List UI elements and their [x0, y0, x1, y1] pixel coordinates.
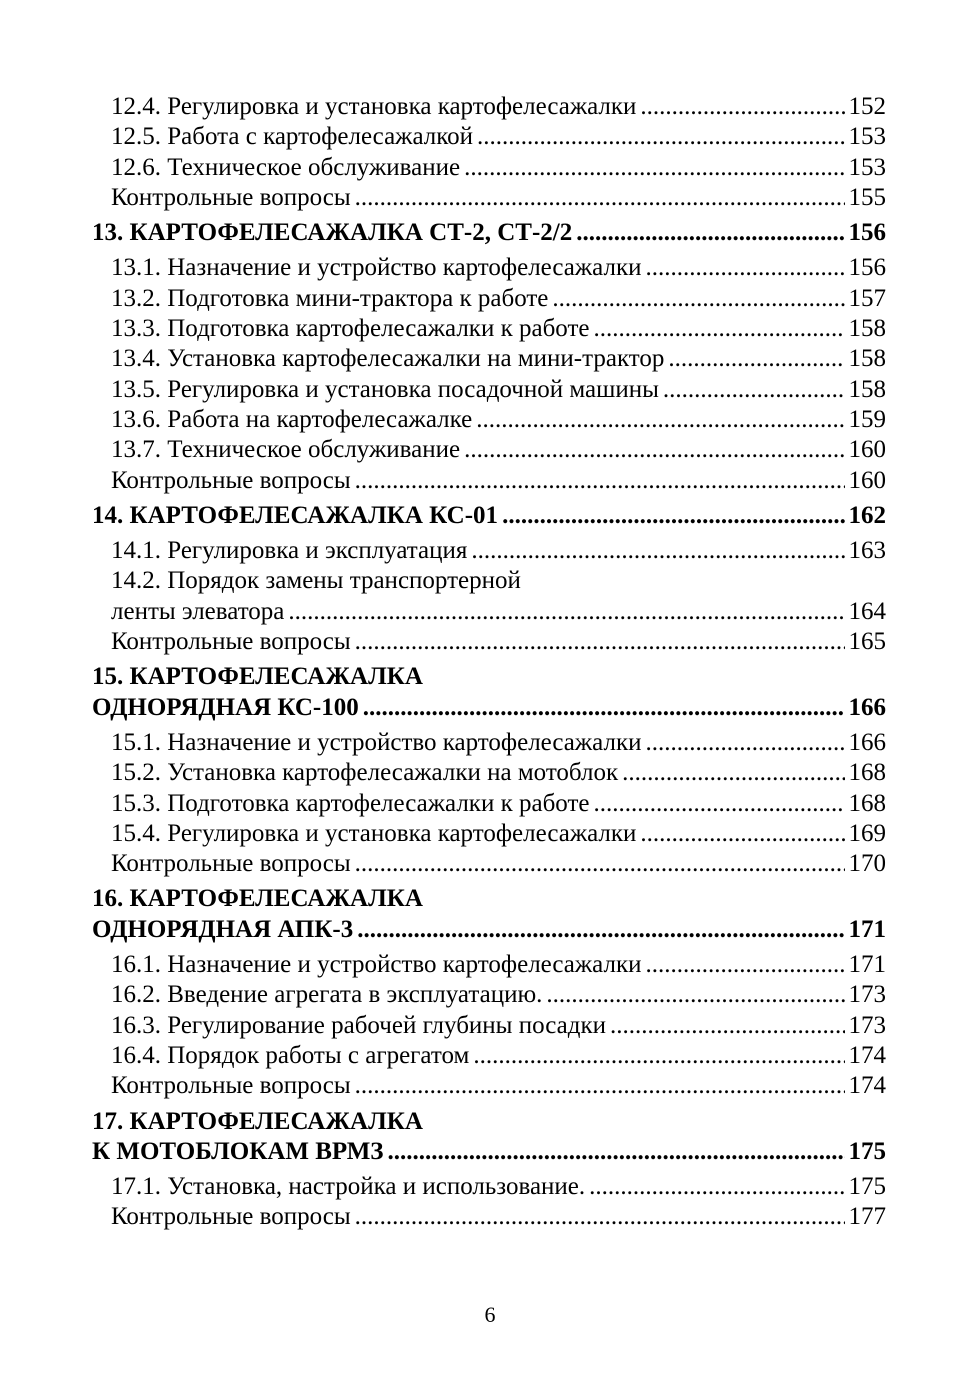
toc-entry-title: 17. КАРТОФЕЛЕСАЖАЛКА — [92, 1107, 423, 1135]
toc-entry-row[interactable] — [92, 566, 886, 596]
toc-entry-title: 16.3. Регулирование рабочей глубины посадки — [111, 1011, 606, 1039]
page-number: 6 — [484, 1302, 496, 1327]
dot-leader — [589, 1172, 844, 1202]
dot-leader — [645, 950, 844, 980]
toc-page-number: 171 — [848, 915, 886, 943]
toc-entry-title: 12.6. Техническое обслуживание — [111, 153, 461, 181]
toc-page-number: 158 — [848, 315, 886, 343]
dot-leader — [355, 1071, 845, 1101]
toc-entry-title: 12.5. Работа с картофелесажалкой — [111, 123, 473, 151]
toc-entry-row[interactable] — [92, 284, 886, 314]
toc-entry-title: К МОТОБЛОКАМ ВРМЗ — [92, 1137, 384, 1165]
toc-page-number: 153 — [848, 123, 886, 151]
toc-page-number: 168 — [848, 789, 886, 817]
toc-entry-title: Контрольные вопросы — [111, 183, 351, 211]
table-of-contents — [92, 92, 886, 1233]
dot-leader — [645, 253, 844, 283]
toc-entry-row[interactable] — [92, 1041, 886, 1071]
dot-leader — [593, 789, 844, 819]
toc-entry-row[interactable] — [92, 435, 886, 465]
toc-entry-title: 13.3. Подготовка картофелесажалки к работе — [111, 315, 590, 343]
toc-entry-row[interactable] — [92, 314, 886, 344]
dot-leader — [355, 466, 845, 496]
toc-entry-row[interactable] — [92, 758, 886, 788]
toc-entry-row[interactable] — [92, 849, 886, 879]
toc-entry-title: 15.2. Установка картофелесажалки на мотоблок — [111, 759, 619, 787]
toc-page-number: 163 — [848, 537, 886, 565]
toc-entry-title: 13.2. Подготовка мини-трактора к работе — [111, 284, 549, 312]
toc-entry-row[interactable] — [92, 253, 886, 283]
toc-entry-title: 16.2. Введение агрегата в эксплуатацию. — [111, 981, 543, 1009]
toc-page-number: 156 — [848, 219, 886, 247]
toc-page-number: 162 — [848, 501, 886, 529]
toc-page-number: 160 — [848, 466, 886, 494]
dot-leader — [668, 344, 844, 374]
toc-entry-title: 14.1. Регулировка и эксплуатация — [111, 537, 468, 565]
toc-entry-row[interactable] — [92, 183, 886, 213]
toc-entry-title: 13.7. Техническое обслуживание — [111, 436, 461, 464]
dot-leader — [288, 597, 844, 627]
toc-entry-title: 15.4. Регулировка и установка картофелесажалки — [111, 819, 637, 847]
toc-entry-row[interactable] — [92, 1172, 886, 1202]
toc-page-number: 159 — [848, 405, 886, 433]
toc-page-number: 169 — [848, 819, 886, 847]
toc-entry-row[interactable] — [92, 789, 886, 819]
toc-entry-title: Контрольные вопросы — [111, 466, 351, 494]
dot-leader — [552, 284, 844, 314]
toc-entry-row[interactable] — [92, 950, 886, 980]
toc-page-number: 164 — [848, 597, 886, 625]
toc-page-number: 174 — [848, 1041, 886, 1069]
toc-page-number: 160 — [848, 436, 886, 464]
dot-leader — [464, 435, 844, 465]
dot-leader — [464, 153, 844, 183]
toc-entry-row[interactable] — [92, 980, 886, 1010]
toc-entry-row[interactable] — [92, 536, 886, 566]
toc-page-number: 152 — [848, 93, 886, 120]
toc-entry-title: Контрольные вопросы — [111, 1203, 351, 1231]
toc-entry-title: ленты элеватора — [111, 597, 285, 625]
toc-page-number: 168 — [848, 759, 886, 787]
toc-entry-title: 12.4. Регулировка и установка картофелесажалки — [111, 93, 637, 120]
dot-leader — [610, 1011, 845, 1041]
dot-leader — [502, 501, 844, 531]
toc-entry-row[interactable] — [92, 122, 886, 152]
dot-leader — [473, 1041, 844, 1071]
toc-entry-row[interactable] — [92, 344, 886, 374]
toc-entry-title: 14. КАРТОФЕЛЕСАЖАЛКА КС-01 — [92, 501, 499, 529]
dot-leader — [355, 849, 845, 879]
dot-leader — [593, 314, 844, 344]
toc-entry-row[interactable] — [92, 728, 886, 758]
toc-entry-row[interactable] — [92, 1202, 886, 1232]
toc-entry-row[interactable] — [92, 92, 886, 122]
toc-page-number: 156 — [848, 254, 886, 282]
toc-page-number: 173 — [848, 1011, 886, 1039]
dot-leader — [645, 728, 844, 758]
dot-leader — [622, 758, 844, 788]
toc-entry-row[interactable] — [92, 627, 886, 657]
toc-entry-row[interactable] — [92, 1071, 886, 1101]
toc-entry-title: 13.5. Регулировка и установка посадочной машины — [111, 375, 659, 403]
toc-chapter-row[interactable] — [92, 1137, 886, 1167]
toc-page-number: 153 — [848, 153, 886, 181]
toc-entry-row[interactable] — [92, 597, 886, 627]
dot-leader — [640, 92, 844, 122]
toc-entry-title: 13.6. Работа на картофелесажалке — [111, 405, 473, 433]
toc-chapter-row[interactable] — [92, 501, 886, 531]
toc-page-number: 175 — [848, 1137, 886, 1165]
toc-page-number: 155 — [848, 183, 886, 211]
toc-entry-title: 16.4. Порядок работы с агрегатом — [111, 1041, 470, 1069]
dot-leader — [476, 405, 844, 435]
toc-page-number: 171 — [848, 951, 886, 979]
toc-page-number: 174 — [848, 1072, 886, 1100]
dot-leader — [363, 693, 845, 723]
toc-entry-title: ОДНОРЯДНАЯ АПК-3 — [92, 915, 354, 943]
toc-page-number: 175 — [848, 1173, 886, 1201]
toc-entry-title: 15.3. Подготовка картофелесажалки к работе — [111, 789, 590, 817]
toc-entry-title: 13.4. Установка картофелесажалки на мини-трактор — [111, 345, 665, 373]
toc-entry-title: 16. КАРТОФЕЛЕСАЖАЛКА — [92, 885, 423, 913]
toc-entry-title: Контрольные вопросы — [111, 1072, 351, 1100]
toc-chapter-row[interactable] — [92, 915, 886, 945]
dot-leader — [477, 122, 845, 152]
toc-entry-row[interactable] — [92, 1011, 886, 1041]
toc-entry-title: 16.1. Назначение и устройство картофелесажалки — [111, 951, 642, 979]
toc-entry-title: 17.1. Установка, настройка и использование. — [111, 1173, 586, 1201]
dot-leader — [546, 980, 844, 1010]
toc-entry-title: Контрольные вопросы — [111, 628, 351, 656]
toc-page-number: 158 — [848, 375, 886, 403]
toc-page-number: 157 — [848, 284, 886, 312]
toc-entry-row[interactable] — [92, 819, 886, 849]
toc-entry-row[interactable] — [92, 405, 886, 435]
dot-leader — [576, 218, 844, 248]
toc-page-number: 158 — [848, 345, 886, 373]
dot-leader — [471, 536, 844, 566]
toc-entry-row[interactable] — [92, 375, 886, 405]
dot-leader — [355, 1202, 845, 1232]
toc-entry-title: 13. КАРТОФЕЛЕСАЖАЛКА СТ-2, СТ-2/2 — [92, 219, 573, 247]
toc-entry-title: 15.1. Назначение и устройство картофелесажалки — [111, 728, 642, 756]
dot-leader — [640, 819, 844, 849]
toc-chapter-row[interactable] — [92, 1107, 886, 1137]
toc-chapter-row[interactable] — [92, 662, 886, 692]
toc-page-number: 165 — [848, 628, 886, 656]
toc-entry-row[interactable] — [92, 466, 886, 496]
toc-chapter-row[interactable] — [92, 884, 886, 914]
toc-chapter-row[interactable] — [92, 218, 886, 248]
toc-page-number: 173 — [848, 981, 886, 1009]
toc-page-number: 170 — [848, 850, 886, 878]
toc-page-number: 166 — [848, 693, 886, 721]
toc-entry-title: 13.1. Назначение и устройство картофелесажалки — [111, 254, 642, 282]
dot-leader — [357, 915, 844, 945]
dot-leader — [355, 183, 845, 213]
toc-entry-title: 15. КАРТОФЕЛЕСАЖАЛКА — [92, 663, 423, 691]
toc-entry-title: Контрольные вопросы — [111, 850, 351, 878]
dot-leader — [355, 627, 845, 657]
dot-leader — [387, 1137, 844, 1167]
toc-page-number: 166 — [848, 728, 886, 756]
toc-entry-title: ОДНОРЯДНАЯ КС-100 — [92, 693, 359, 721]
toc-chapter-row[interactable] — [92, 693, 886, 723]
toc-page-number: 177 — [848, 1203, 886, 1231]
toc-entry-title: 14.2. Порядок замены транспортерной — [111, 567, 521, 595]
dot-leader — [663, 375, 845, 405]
toc-entry-row[interactable] — [92, 153, 886, 183]
